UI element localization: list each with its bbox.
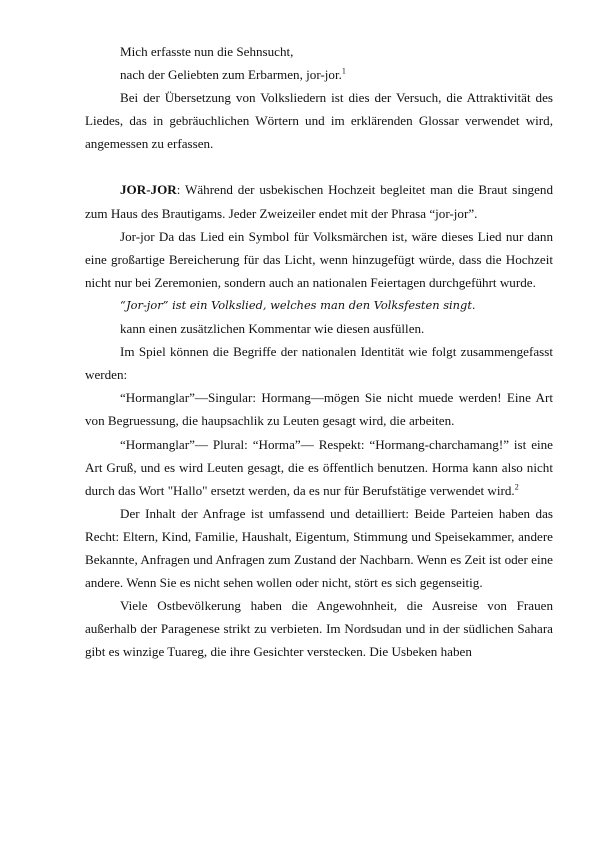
jor-jor-symbol-paragraph: Jor-jor Da das Lied ein Symbol für Volksmärchen ist, wäre dieses Lied nur dann eine großartige Bereicherung für das Licht, wenn hinzugefügt würde, dass die Hochzeit nicht nur bei Zeremonien, sondern auch an nationalen Feiertagen durchgeführt wurde. xyxy=(85,228,553,290)
document-page xyxy=(85,40,553,663)
jor-jor-definition-text: : Während der usbekischen Hochzeit begleitet man die Braut singend zum Haus des Brautigams. Jeder Zweizeiler endet mit der Phrasa “jor-jor”. xyxy=(85,182,553,221)
verse-line-2-text: nach der Geliebten zum Erbarmen, jor-jor. xyxy=(120,67,342,83)
identity-summary-paragraph: Im Spiel können die Begriffe der nationalen Identität wie folgt zusammengefasst werden: xyxy=(85,344,553,383)
verse-line-2 xyxy=(85,63,553,86)
translation-paragraph: Bei der Übersetzung von Volksliedern ist dies der Versuch, die Attraktivität des Liedes, das in gebräuchlichen Wörtern und im erklärenden Glossar verwendet wird, angemessen zu erfassen. xyxy=(85,90,553,152)
footnote-ref-2[interactable]: 2 xyxy=(514,482,519,492)
verse-line-1: Mich erfasste nun die Sehnsucht, xyxy=(120,44,294,59)
jor-jor-term: JOR-JOR xyxy=(120,182,177,198)
eastern-population-paragraph: Viele Ostbevölkerung haben die Angewohnheit, die Ausreise von Frauen außerhalb der Paragenese strikt zu verbieten. Im Nordsudan und in der südlichen Sahara gibt es winzige Tuareg, die ihre Gesichter verstecken. Die Usbeken haben xyxy=(85,598,553,660)
hormanglar-singular-paragraph: “Hormanglar”—Singular: Hormang—mögen Sie nicht muede werden! Eine Art von Begruessung, die haupsachlik zu Leuten gesagt wird, die arbeiten. xyxy=(85,390,553,429)
hormanglar-plural-paragraph xyxy=(85,433,553,502)
comment-line: kann einen zusätzlichen Kommentar wie diesen ausfüllen. xyxy=(120,321,425,337)
request-content-paragraph: Der Inhalt der Anfrage ist umfassend und detailliert: Beide Parteien haben das Recht: Eltern, Kind, Familie, Haushalt, Eigentum, Stimmung und Speisekammer, andere Bekannte, Anfragen und Anfragen zum Zustand der Nachbarn. Wenn es Zeit ist oder eine andere. Wenn Sie es nicht sehen wollen oder nicht, stört es sich gegenseitig. xyxy=(85,505,553,591)
jor-jor-definition xyxy=(85,178,553,224)
footnote-ref-1[interactable]: 1 xyxy=(341,66,346,76)
jor-jor-italic-note: “Jor-jor” ist ein Volkslied, welches man den Volksfesten singt. xyxy=(120,297,476,312)
hormanglar-plural-text: “Hormanglar”— Plural: “Horma”— Respekt: “Hormang-charchamang!” ist eine Art Gruß, und es wird Leuten gesagt, die es öffentlich benutzen. Horma kann also nicht durch das Wort "Hallo" ersetzt werden, da es nur für Berufstätige verwendet wird. xyxy=(85,436,553,498)
paragraph-gap xyxy=(85,155,553,178)
